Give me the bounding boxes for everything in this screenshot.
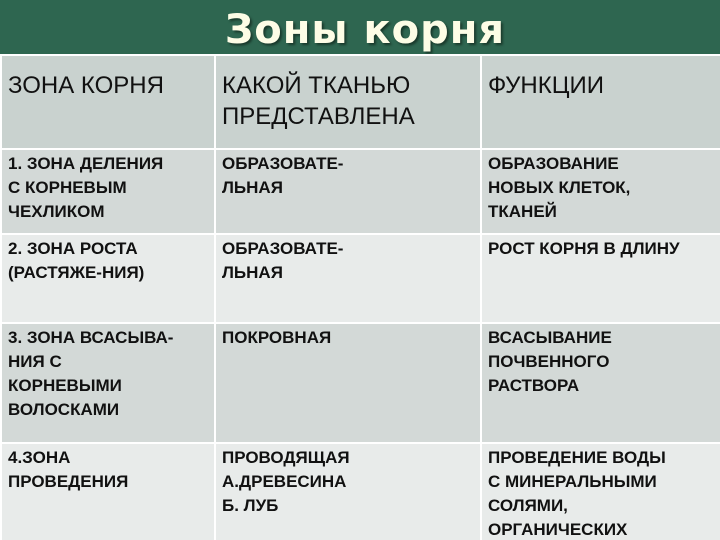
root-zones-table [0,54,720,540]
cell-zone: 1. ЗОНА ДЕЛЕНИЯ С КОРНЕВЫМ ЧЕХЛИКОМ [1,149,215,234]
cell-zone: 3. ЗОНА ВСАСЫВА- НИЯ С КОРНЕВЫМИ ВОЛОСКАМИ [1,323,215,443]
cell-tissue: ОБРАЗОВАТЕ- ЛЬНАЯ [215,234,481,323]
cell-tissue: ПОКРОВНАЯ [215,323,481,443]
table-header-row [1,55,720,149]
cell-function: ОБРАЗОВАНИЕ НОВЫХ КЛЕТОК, ТКАНЕЙ [481,149,720,234]
header-zone: ЗОНА КОРНЯ [1,55,215,149]
header-tissue: КАКОЙ ТКАНЬЮ ПРЕДСТАВЛЕНА [215,55,481,149]
cell-zone: 2. ЗОНА РОСТА (РАСТЯЖЕ-НИЯ) [1,234,215,323]
header-functions: ФУНКЦИИ [481,55,720,149]
cell-function: ВСАСЫВАНИЕ ПОЧВЕННОГО РАСТВОРА [481,323,720,443]
cell-zone: 4.ЗОНА ПРОВЕДЕНИЯ [1,443,215,540]
cell-tissue: ОБРАЗОВАТЕ- ЛЬНАЯ [215,149,481,234]
slide-title: Зоны корня [224,7,506,53]
table-row [1,234,720,323]
table-row [1,149,720,234]
cell-function: ПРОВЕДЕНИЕ ВОДЫ С МИНЕРАЛЬНЫМИ СОЛЯМИ, ОРГАНИЧЕСКИХ [481,443,720,540]
table-row [1,443,720,540]
cell-function: РОСТ КОРНЯ В ДЛИНУ [481,234,720,323]
table-row [1,323,720,443]
cell-tissue: ПРОВОДЯЩАЯ А.ДРЕВЕСИНА Б. ЛУБ [215,443,481,540]
